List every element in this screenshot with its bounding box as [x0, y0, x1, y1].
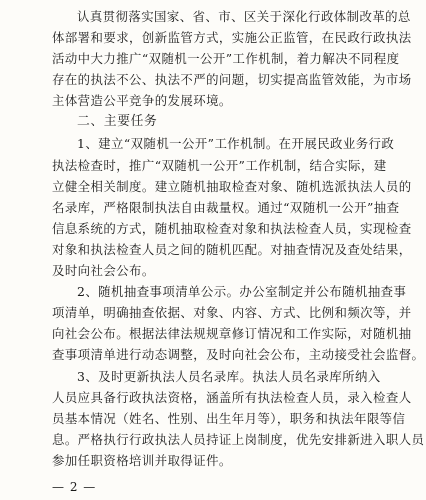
text-line: 息。严格执行行政执法人员持证上岗制度，优先安排新进入职人员: [52, 431, 425, 447]
text-line: 对象和执法检查人员之间的随机匹配。对抽查情况及查处结果，: [52, 241, 412, 257]
text-line: 3、及时更新执法人员名录库。执法人员名录库所纳入: [77, 368, 381, 384]
task-item-2: [52, 281, 425, 365]
text-line: 体部署和要求，创新监管方式，实施公正监管，在民政行政执法: [52, 30, 412, 46]
text-line: 项清单，明确抽查依据、对象、内容、方式、比例和频次等，并: [52, 305, 412, 321]
text-line: 1、建立“双随机一公开”工作机制。在开展民政业务行政: [77, 136, 395, 152]
text-line: 查事项清单进行动态调整，及时向社会公布，主动接受社会监督。: [52, 347, 425, 363]
page-number: — 2 —: [52, 480, 97, 494]
task-item-1: [52, 133, 412, 281]
text-line: 2、随机抽查事项清单公示。办公室制定并公布随机抽查事: [77, 284, 407, 300]
text-line: 存在的执法不公、执法不严的问题，切实提高监管效能，为市场: [52, 72, 412, 88]
text-line: 主体营造公平竞争的发展环境。: [52, 93, 232, 109]
text-line: 执法检查时，推广“双随机一公开”工作机制，结合实际，建: [52, 157, 387, 173]
text-line: 员基本情况（姓名、性别、出生年月等），职务和执法年限等信: [52, 410, 406, 426]
task-item-3: [52, 366, 425, 471]
text-line: 人员应具备行政执法资格，涵盖所有执法检查人员，录入检查人: [52, 389, 412, 405]
text-line: 信息系统的方式，随机抽取检查对象和执法检查人员，实现检查: [52, 220, 412, 236]
text-line: 参加任职资格培训并取得证件。: [52, 452, 232, 468]
intro-paragraph: [52, 6, 412, 111]
text-line: 及时向社会公布。: [52, 263, 155, 279]
text-line: 名录库，严格限制执法自由裁量权。通过“双随机一公开”抽查: [52, 199, 400, 215]
text-line: 认真贯彻落实国家、省、市、区关于深化行政体制改革的总: [77, 9, 411, 24]
text-line: 立健全相关制度。建立随机抽取检查对象、随机选派执法人员的: [52, 178, 412, 194]
text-line: 向社会公布。根据法律法规规章修订情况和工作实际，对随机抽: [52, 326, 412, 342]
text-line: 活动中大力推广“双随机一公开”工作机制，着力解决不同程度: [52, 51, 400, 67]
section-heading: 二、主要任务: [77, 114, 158, 130]
